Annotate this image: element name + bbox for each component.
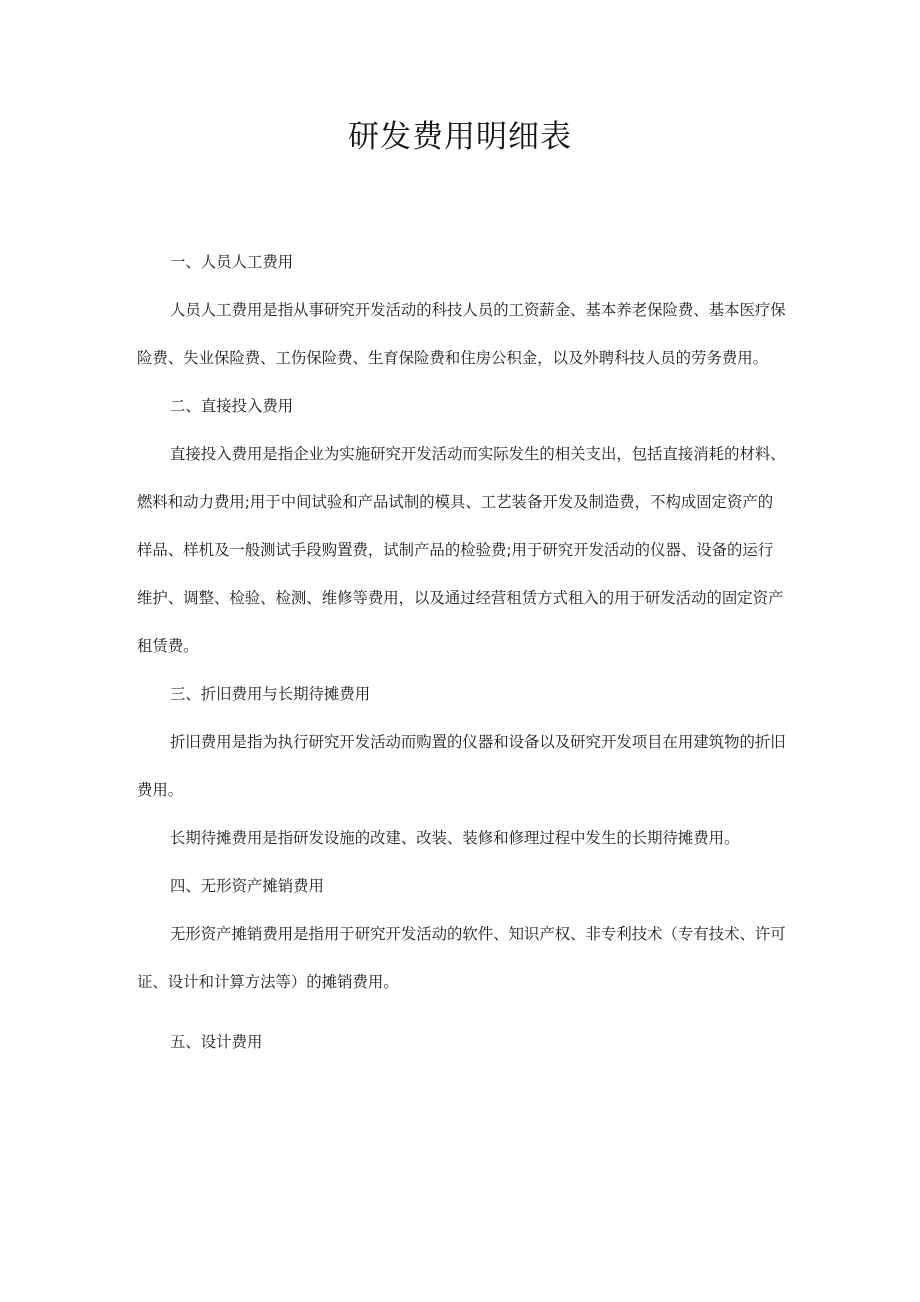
paragraph-line: 租赁费。 [137, 637, 199, 655]
section-heading-design: 五、设计费用 [170, 1033, 263, 1051]
paragraph-line: 燃料和动力费用;用于中间试验和产品试制的模具、工艺装备开发及制造费，不构成固定资产的 [137, 493, 774, 511]
section-heading-intangible-assets: 四、无形资产摊销费用 [170, 877, 324, 895]
paragraph-line: 证、设计和计算方法等）的摊销费用。 [137, 973, 399, 991]
section-heading-direct-input: 二、直接投入费用 [170, 397, 294, 415]
document-title: 研发费用明细表 [348, 119, 572, 155]
paragraph-line: 险费、失业保险费、工伤保险费、生育保险费和住房公积金，以及外聘科技人员的劳务费用。 [137, 349, 769, 367]
section-heading-depreciation: 三、折旧费用与长期待摊费用 [170, 685, 371, 703]
section-heading-personnel: 一、人员人工费用 [170, 253, 294, 271]
paragraph-line: 无形资产摊销费用是指用于研究开发活动的软件、知识产权、非专利技术（专有技术、许可 [170, 925, 786, 943]
paragraph-line: 折旧费用是指为执行研究开发活动而购置的仪器和设备以及研究开发项目在用建筑物的折旧 [170, 733, 786, 751]
paragraph-line: 长期待摊费用是指研发设施的改建、改装、装修和修理过程中发生的长期待摊费用。 [170, 829, 740, 847]
paragraph-line: 维护、调整、检验、检测、维修等费用，以及通过经营租赁方式租入的用于研发活动的固定资产 [137, 589, 784, 607]
paragraph-line: 样品、样机及一般测试手段购置费，试制产品的检验费;用于研究开发活动的仪器、设备的运行 [137, 541, 774, 559]
paragraph-line: 费用。 [137, 781, 184, 799]
paragraph-line: 人员人工费用是指从事研究开发活动的科技人员的工资薪金、基本养老保险费、基本医疗保 [170, 301, 786, 319]
paragraph-line: 直接投入费用是指企业为实施研究开发活动而实际发生的相关支出，包括直接消耗的材料、 [170, 445, 786, 463]
